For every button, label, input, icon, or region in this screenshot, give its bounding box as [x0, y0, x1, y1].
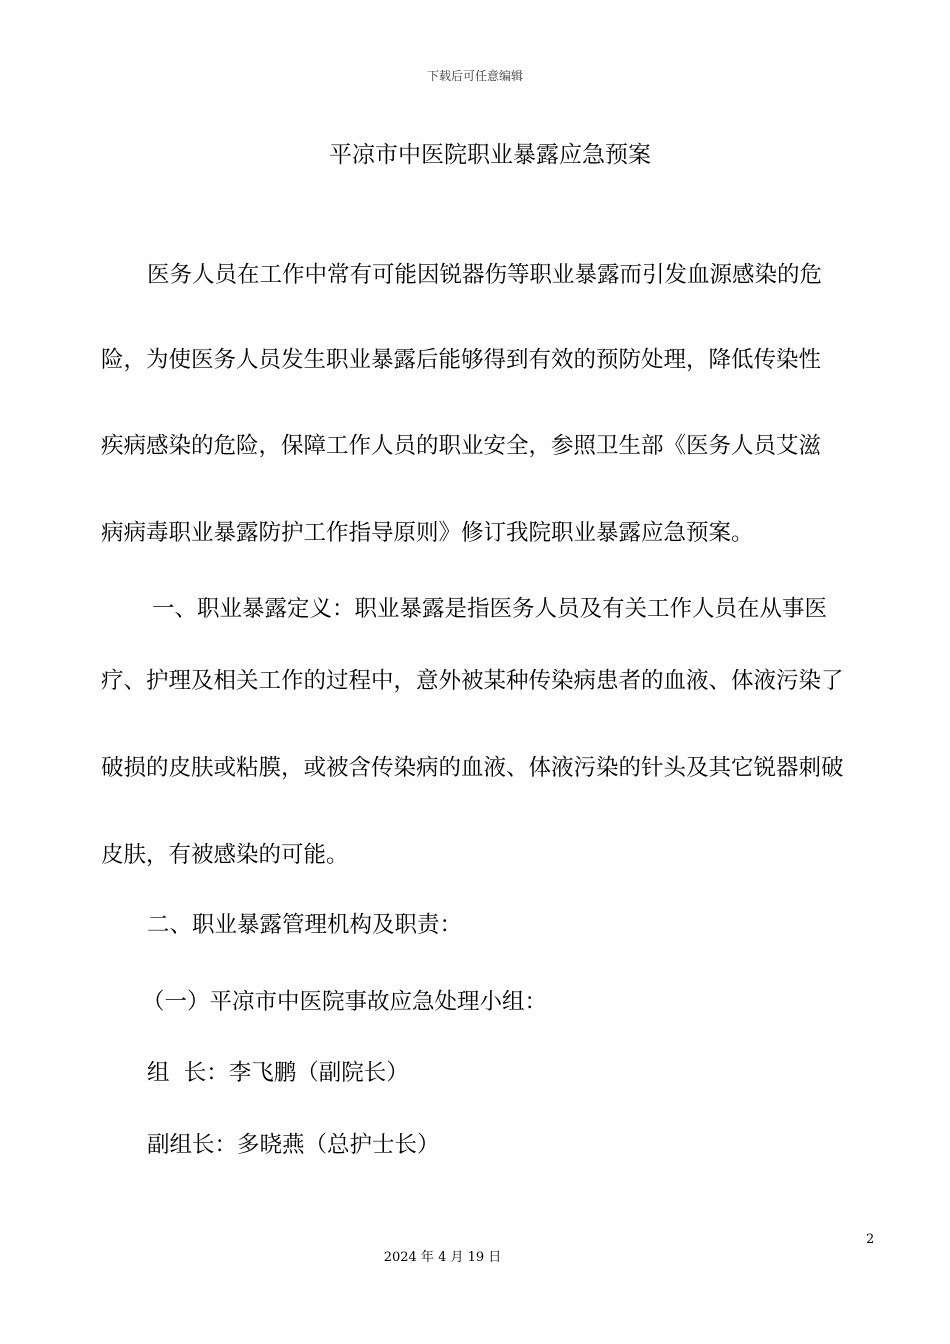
footer-date: 2024 年 4 月 19 日 — [383, 1250, 502, 1265]
paragraph-line: 险，为使医务人员发生职业暴露后能够得到有效的预防处理，降低传染性 — [101, 347, 822, 373]
paragraph-line: 疾病感染的危险，保障工作人员的职业安全，参照卫生部《医务人员艾滋 — [101, 433, 822, 459]
paragraph-line: 医务人员在工作中常有可能因锐器伤等职业暴露而引发血源感染的危 — [147, 262, 823, 288]
paragraph-line: 病病毒职业暴露防护工作指导原则》修订我院职业暴露应急预案。 — [101, 520, 754, 546]
team-leader-line: 组 长：李飞鹏（副院长） — [147, 1060, 409, 1086]
paragraph-line: 破损的皮肤或粘膜，或被含传染病的血液、体液污染的针头及其它锐器刺破 — [101, 755, 844, 781]
paragraph-line: 疗、护理及相关工作的过程中，意外被某种传染病患者的血液、体液污染了 — [101, 668, 844, 694]
section-heading-definition: 一、职业暴露定义：职业暴露是指医务人员及有关工作人员在从事医 — [152, 596, 828, 622]
document-title: 平凉市中医院职业暴露应急预案 — [329, 142, 651, 168]
section-heading-organization: 二、职业暴露管理机构及职责： — [147, 912, 463, 938]
header-note: 下载后可任意编辑 — [426, 69, 523, 83]
page-number: 2 — [866, 1232, 875, 1247]
subsection-heading: （一）平凉市中医院事故应急处理小组： — [142, 989, 548, 1015]
deputy-leader-line: 副组长：多晓燕（总护士长） — [147, 1132, 440, 1158]
paragraph-line: 皮肤，有被感染的可能。 — [101, 842, 349, 868]
